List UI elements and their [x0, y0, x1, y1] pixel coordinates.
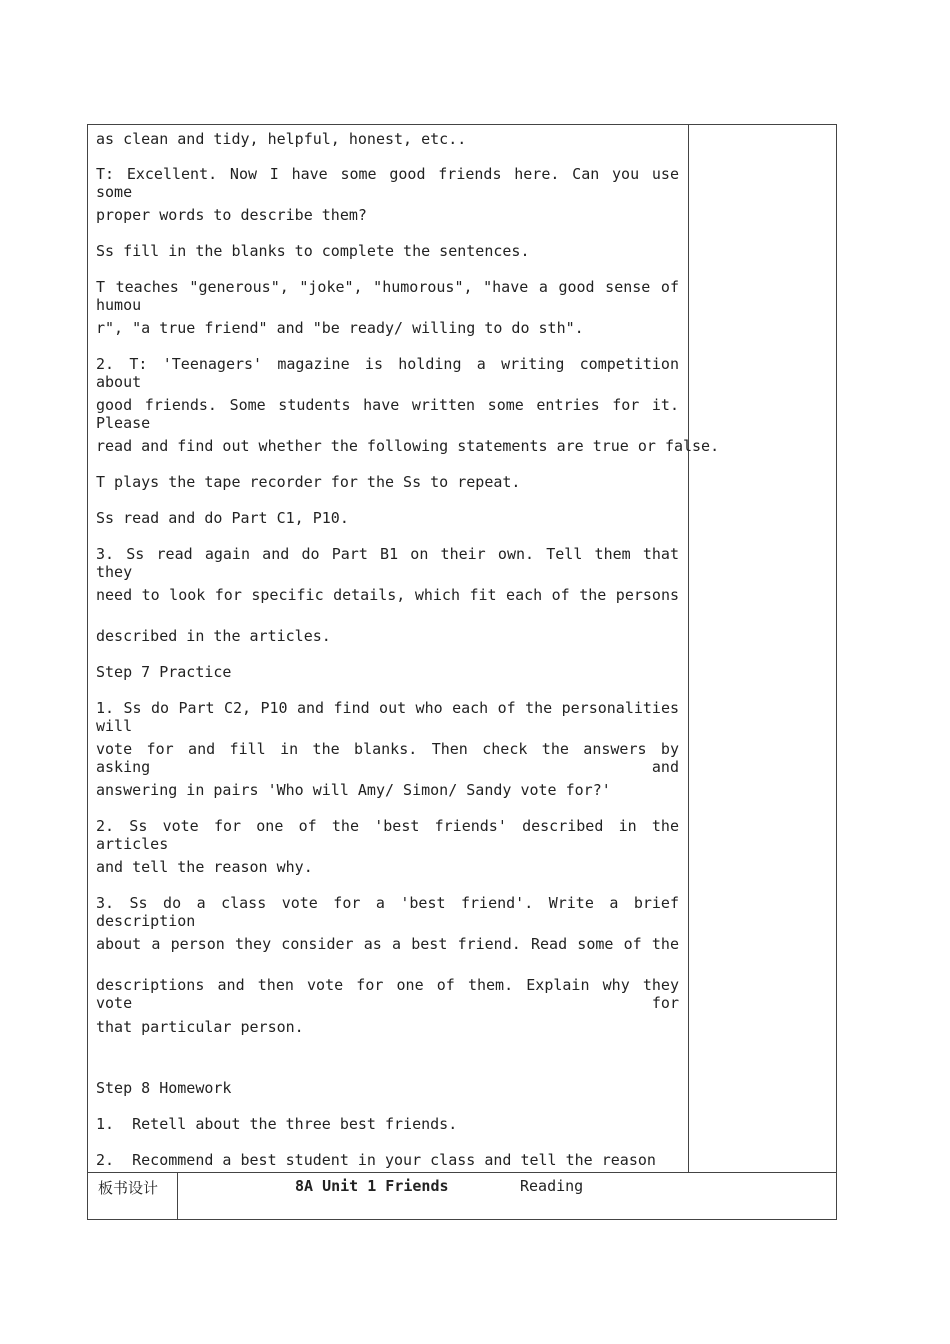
text-line: answering in pairs 'Who will Amy/ Simon/ Sandy vote for?' — [96, 781, 611, 799]
board-design-subtitle: Reading — [520, 1177, 584, 1195]
text-line: T teaches "generous", "joke", "humorous", "have a good sense of humou — [96, 278, 679, 314]
text-line: described in the articles. — [96, 627, 331, 645]
footer-column-divider — [177, 1172, 178, 1220]
text-line: that particular person. — [96, 1018, 304, 1036]
text-line: 3. Ss do a class vote for a 'best friend'. Write a brief description — [96, 894, 679, 930]
text-line: vote for and fill in the blanks. Then check the answers by asking and — [96, 740, 679, 776]
text-line: about a person they consider as a best friend. Read some of the — [96, 935, 679, 953]
text-line: T: Excellent. Now I have some good friends here. Can you use some — [96, 165, 679, 201]
text-line: Ss read and do Part C1, P10. — [96, 509, 349, 527]
text-line: Step 8 Homework — [96, 1079, 232, 1097]
text-line: good friends. Some students have written some entries for it. Please — [96, 396, 679, 432]
text-line: as clean and tidy, helpful, honest, etc.. — [96, 130, 467, 148]
text-line: 2. Recommend a best student in your class and tell the reason — [96, 1151, 656, 1169]
table-column-divider — [688, 124, 689, 1173]
text-line: 2. Ss vote for one of the 'best friends' described in the articles — [96, 817, 679, 853]
text-line: Ss fill in the blanks to complete the sentences. — [96, 242, 530, 260]
text-line: and tell the reason why. — [96, 858, 313, 876]
text-line: r", "a true friend" and "be ready/ willing to do sth". — [96, 319, 584, 337]
text-line: Step 7 Practice — [96, 663, 232, 681]
text-line: 1. Ss do Part C2, P10 and find out who each of the personalities will — [96, 699, 679, 735]
text-line: 1. Retell about the three best friends. — [96, 1115, 458, 1133]
text-line: 2. T: 'Teenagers' magazine is holding a writing competition about — [96, 355, 679, 391]
board-design-label: 板书设计 — [98, 1179, 159, 1197]
text-line: need to look for specific details, which fit each of the persons — [96, 586, 679, 604]
board-design-title: 8A Unit 1 Friends — [295, 1177, 449, 1195]
text-line: descriptions and then vote for one of them. Explain why they vote for — [96, 976, 679, 1012]
text-line: read and find out whether the following statements are true or false. — [96, 437, 720, 455]
table-row-divider — [87, 1172, 837, 1173]
text-line: T plays the tape recorder for the Ss to repeat. — [96, 473, 521, 491]
text-line: proper words to describe them? — [96, 206, 367, 224]
text-line: 3. Ss read again and do Part B1 on their own. Tell them that they — [96, 545, 679, 581]
